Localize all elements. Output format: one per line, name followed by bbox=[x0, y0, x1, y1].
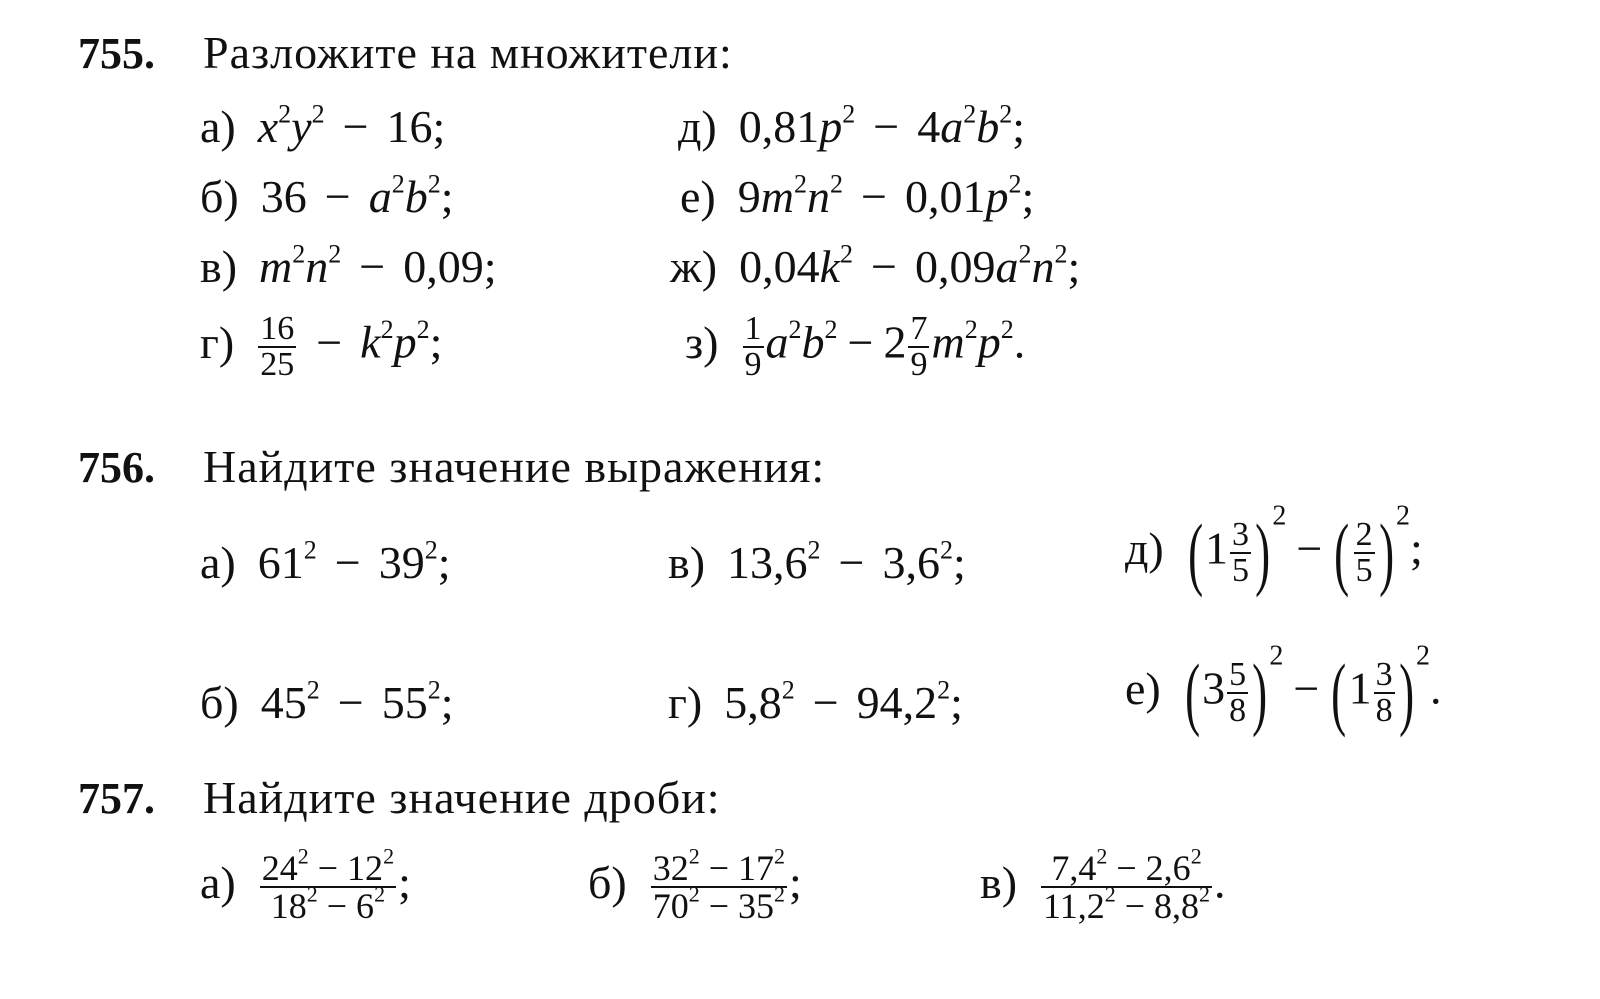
item-756-b: б) $45^2 - 55^2$; bbox=[200, 675, 454, 728]
problem-756-instruction: Найдите значение выражения: bbox=[203, 441, 826, 492]
item-755-g: г) $\frac{16}{25}$ − $k^2p^2$; bbox=[200, 310, 443, 383]
item-755-e: е) $9m^2n^2 - 0,01p^2$; bbox=[680, 169, 1035, 222]
fraction: $\frac{16}{25}$ bbox=[260, 310, 295, 383]
item-756-a: а) $61^2 - 39^2$; bbox=[200, 535, 451, 588]
problem-755-instruction: Разложите на множители: bbox=[203, 27, 733, 78]
problem-756-number: 756. bbox=[78, 443, 155, 492]
fraction: $\frac{24^2 - 12^2}{18^2 - 6^2}$ bbox=[261, 843, 395, 926]
item-757-b: б) $\frac{32^2 - 17^2}{70^2 - 35^2}$ ; bbox=[588, 843, 802, 926]
item-756-g: г) $5,8^2 - 94,2^2$; bbox=[668, 675, 963, 728]
problem-757-instruction: Найдите значение дроби: bbox=[203, 772, 721, 823]
fraction: $\frac{3}{5}$ bbox=[1232, 516, 1250, 589]
problem-755-number: 755. bbox=[78, 29, 155, 78]
item-755-d: д) $0,81p^2 - 4a^2b^2$; bbox=[678, 99, 1025, 152]
item-755-z: з) $\frac{1}{9}$ $a^2b^2 - 2$ $\frac{7}{9}$ $m^2p^2$. bbox=[685, 310, 1026, 383]
fraction: $\frac{1}{9}$ bbox=[744, 310, 762, 383]
fraction: $\frac{3}{8}$ bbox=[1375, 656, 1393, 729]
item-757-a: а) $\frac{24^2 - 12^2}{18^2 - 6^2}$ ; bbox=[200, 843, 411, 926]
fraction: $\frac{32^2 - 17^2}{70^2 - 35^2}$ bbox=[652, 843, 786, 926]
fraction: $\frac{7}{9}$ bbox=[910, 310, 928, 383]
item-755-v: в) $m^2n^2 - 0,09$; bbox=[200, 239, 497, 292]
fraction: $\frac{2}{5}$ bbox=[1355, 516, 1373, 589]
item-756-v: в) $13,6^2 - 3,6^2$; bbox=[668, 535, 966, 588]
fraction: $\frac{5}{8}$ bbox=[1229, 656, 1247, 729]
item-755-a: а) $x^2y^2 - 16$; bbox=[200, 99, 446, 152]
fraction: $\frac{7,4^2 - 2,6^2}{11,2^2 - 8,8^2}$ bbox=[1043, 843, 1211, 926]
problem-757-number: 757. bbox=[78, 774, 155, 823]
item-757-v: в) $\frac{7,4^2 - 2,6^2}{11,2^2 - 8,8^2}$ . bbox=[980, 843, 1226, 926]
item-756-d: д) (1 $\frac{3}{5}$ )$^2$− ( $\frac{2}{5}$ )$^2$; bbox=[1125, 500, 1423, 598]
item-755-b: б) $36 - a^2b^2$; bbox=[200, 169, 454, 222]
item-755-zh: ж) $0,04k^2 - 0,09a^2n^2$; bbox=[670, 239, 1081, 292]
item-756-e: е) (3 $\frac{5}{8}$ )$^2$− (1 $\frac{3}{8}$ )$^2$. bbox=[1125, 640, 1442, 738]
